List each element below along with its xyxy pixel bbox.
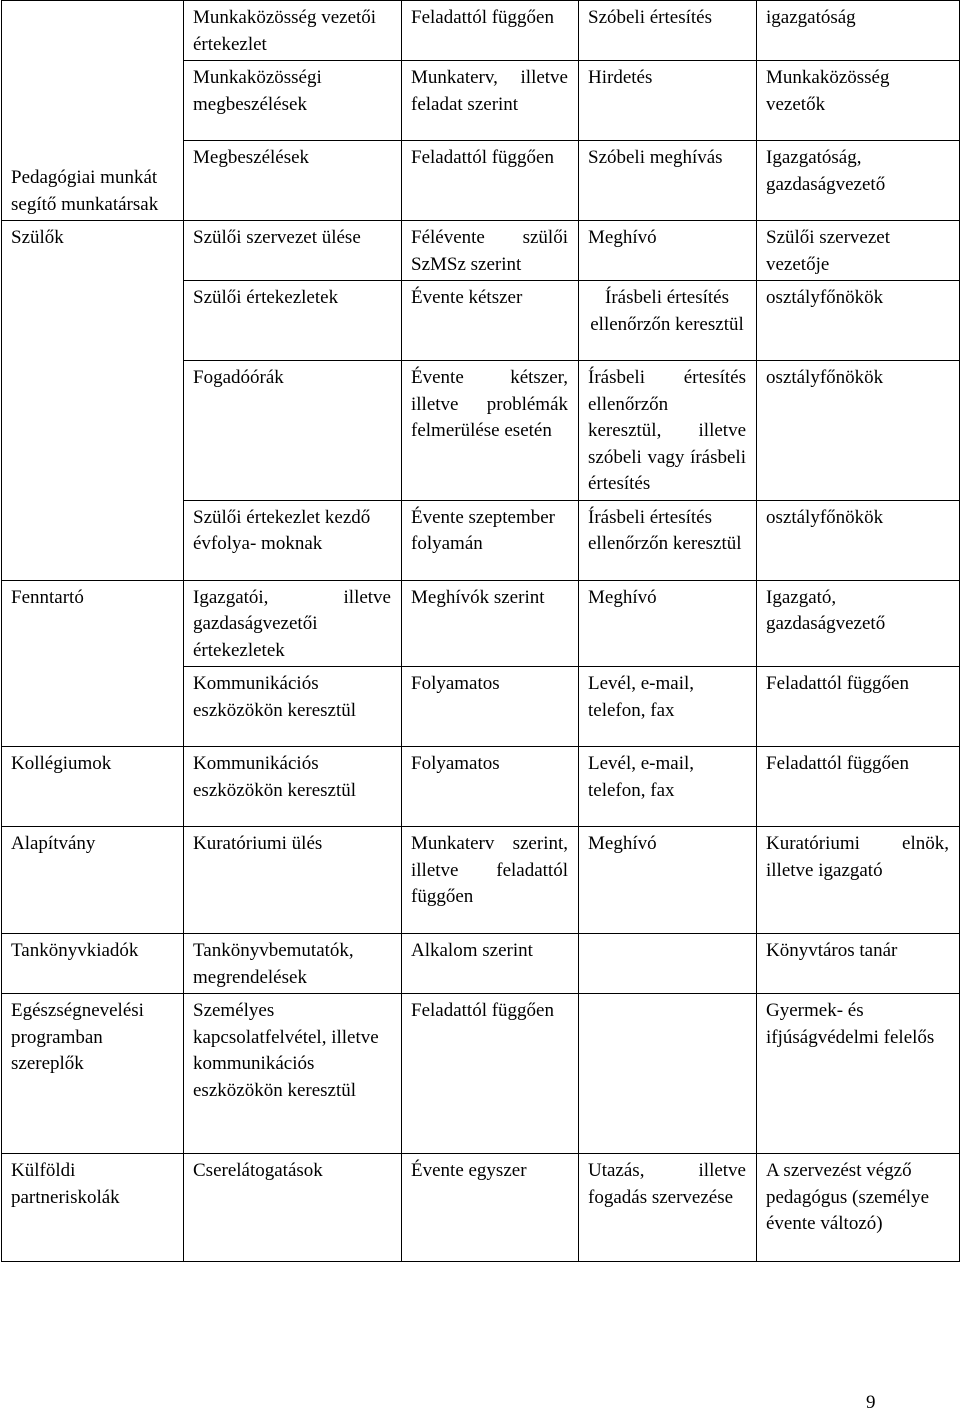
partner-communication-table [1, 0, 960, 1262]
responsible-cell: osztályfőnökök [757, 500, 960, 580]
frequency-cell: Évente egyszer [402, 1154, 579, 1262]
form-cell: Cserelátogatások [184, 1154, 402, 1262]
table-row [2, 580, 960, 667]
frequency-cell: Évente kétszer [402, 281, 579, 361]
partner-label: Pedagógiai munkát segítő munkatársak [11, 167, 159, 215]
responsible-cell: osztályfőnökök [757, 361, 960, 501]
frequency-cell: Feladattól függően [402, 994, 579, 1154]
responsible-cell: Szülői szervezet vezetője [757, 221, 960, 281]
method-cell: Levél, e-mail, telefon, fax [579, 667, 757, 747]
responsible-cell: Gyermek- és ifjúságvédelmi felelős [757, 994, 960, 1154]
partner-cell: Egészségnevelési programban szereplők [2, 994, 184, 1154]
frequency-cell: Évente kétszer, illetve problémák felmerülése esetén [402, 361, 579, 501]
frequency-cell: Feladattól függően [402, 141, 579, 221]
form-cell: Tankönyvbemutatók, megrendelések [184, 934, 402, 994]
method-cell [579, 934, 757, 994]
responsible-cell: Feladattól függően [757, 667, 960, 747]
partner-cell: Kollégiumok [2, 747, 184, 827]
responsible-cell: Munkaközösség vezetők [757, 61, 960, 141]
table-row [2, 747, 960, 827]
frequency-cell: Munkaterv, illetve feladat szerint [402, 61, 579, 141]
table-row [2, 221, 960, 281]
frequency-cell: Meghívók szerint [402, 580, 579, 667]
form-cell: Kommunikációs eszközökön keresztül [184, 667, 402, 747]
method-cell: Meghívó [579, 827, 757, 934]
method-cell: Meghívó [579, 580, 757, 667]
responsible-cell: Könyvtáros tanár [757, 934, 960, 994]
form-cell: Kommunikációs eszközökön keresztül [184, 747, 402, 827]
method-cell: Szóbeli értesítés [579, 1, 757, 61]
responsible-cell: Feladattól függően [757, 747, 960, 827]
form-cell: Megbeszélések [184, 141, 402, 221]
table-row [2, 1154, 960, 1262]
frequency-cell: Munkaterv szerint, illetve feladattól függően [402, 827, 579, 934]
form-cell: Igazgatói, illetve gazdaságvezetői értekezletek [184, 580, 402, 667]
partner-cell: Külföldi partneriskolák [2, 1154, 184, 1262]
responsible-cell: Kuratóriumi elnök, illetve igazgató [757, 827, 960, 934]
method-cell [579, 994, 757, 1154]
partner-cell [2, 1, 184, 221]
form-cell: Szülői értekezlet kezdő évfolya- moknak [184, 500, 402, 580]
method-cell: Írásbeli értesítés ellenőrzőn keresztül [579, 281, 757, 361]
method-cell: Szóbeli meghívás [579, 141, 757, 221]
method-cell: Írásbeli értesítés ellenőrzőn keresztül, illetve szóbeli vagy írásbeli értesítés [579, 361, 757, 501]
table-row [2, 934, 960, 994]
method-cell: Írásbeli értesítés ellenőrzőn keresztül [579, 500, 757, 580]
page-number: 9 [866, 1392, 876, 1413]
partner-cell: Fenntartó [2, 580, 184, 747]
partner-cell: Tankönyvkiadók [2, 934, 184, 994]
method-cell: Meghívó [579, 221, 757, 281]
responsible-cell: A szervezést végző pedagógus (személye évente változó) [757, 1154, 960, 1262]
partner-cell: Alapítvány [2, 827, 184, 934]
form-cell: Fogadóórák [184, 361, 402, 501]
frequency-cell: Évente szeptember folyamán [402, 500, 579, 580]
form-cell: Szülői szervezet ülése [184, 221, 402, 281]
method-cell: Levél, e-mail, telefon, fax [579, 747, 757, 827]
form-cell: Kuratóriumi ülés [184, 827, 402, 934]
responsible-cell: Igazgató, gazdaságvezető [757, 580, 960, 667]
frequency-cell: Feladattól függően [402, 1, 579, 61]
table-row [2, 1, 960, 61]
form-cell: Munkaközösségi megbeszélések [184, 61, 402, 141]
frequency-cell: Alkalom szerint [402, 934, 579, 994]
partner-cell: Szülők [2, 221, 184, 581]
form-cell: Szülői értekezletek [184, 281, 402, 361]
frequency-cell: Folyamatos [402, 667, 579, 747]
table-row [2, 827, 960, 934]
method-cell: Utazás, illetve fogadás szervezése [579, 1154, 757, 1262]
frequency-cell: Félévente szülői SzMSz szerint [402, 221, 579, 281]
responsible-cell: osztályfőnökök [757, 281, 960, 361]
form-cell: Személyes kapcsolatfelvétel, illetve kommunikációs eszközökön keresztül [184, 994, 402, 1154]
responsible-cell: igazgatóság [757, 1, 960, 61]
frequency-cell: Folyamatos [402, 747, 579, 827]
responsible-cell: Igazgatóság, gazdaságvezető [757, 141, 960, 221]
form-cell: Munkaközösség vezetői értekezlet [184, 1, 402, 61]
table-row [2, 994, 960, 1154]
method-cell: Hirdetés [579, 61, 757, 141]
